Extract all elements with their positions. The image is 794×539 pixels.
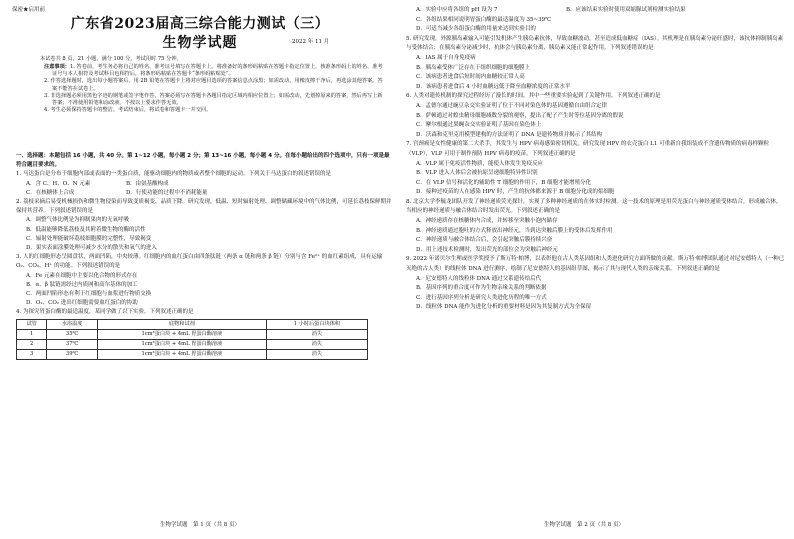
table-header: 底物和试剂 xyxy=(97,319,266,329)
option: D．沃森和克里克用模型建构的方法证明了 DNA 是遗传物质并揭示了其结构 xyxy=(416,131,603,138)
table-header-row xyxy=(17,319,368,329)
option: D．线粒体 DNA 能作为进化分析的重要材料是因为其复制方式为全保留 xyxy=(416,304,592,311)
option-row: C．在核糖体上合成 D．行使功能的过程中不消耗能量 xyxy=(26,189,208,196)
option: A．孟德尔通过豌豆杂交实验证明了位于不同对染色体的基因遵循自由组合定律 xyxy=(416,102,607,109)
section-heading: 一、选择题：本题包括 16 小题，共 40 分。第 1~12 小题，每小题 2 分；第 13~16 小题，每小题 4 分。在每小题给出的四个选项中，只有一项是最符合题目要求的。 xyxy=(16,153,390,169)
table-row xyxy=(17,329,368,339)
option: B．基因序列的重合度可作为生物亲缘关系的判断依据 xyxy=(416,285,547,292)
question-stem: 7. 宫颈癌是女性健康的第二大杀手，其发生与 HPV 病毒感染密切相关。研究发现 HPV 的衣壳蛋白 L1 可重新自我组装成不含遗传物质的病毒样颗粒（VLP），VLP 可用于制作预防 HPV 病毒的疫苗。下列叙述正确的是 xyxy=(406,141,770,157)
option: C．摩尔根通过果蝇杂交实验证明了基因在染色体上 xyxy=(416,122,542,129)
option: C．神经递质与融合体结合后，会引起突触后膜持续兴奋 xyxy=(416,237,553,244)
option: B．胰岛素受体广泛存在于组织细胞的细胞膜上 xyxy=(416,64,531,71)
exam-title: 广东省2023届高三综合能力测试（三） xyxy=(70,16,330,32)
table-cell: 2 xyxy=(17,340,47,350)
confidential-mark: 保密★启用前 xyxy=(12,7,46,13)
question-stem: 9. 2022 年诺贝尔生理或医学奖授予了斯万特·帕博，以表彰他在古人类基因组和人类进化研究方面所做的贡献。斯万特·帕博团队通过对尼安德特人（一种已灭绝的古人类）的线粒体 DNA 进行测序，绘制了尼安德特人的基因组草图，揭示了其与现代人类的亲缘关系。下列叙述正确的是 xyxy=(406,256,785,273)
option: A．Fe 元素在细胞中主要以化合物的形式存在 xyxy=(26,272,138,279)
exam-subject: 生物学试题 xyxy=(162,35,238,51)
option-row: A．含 C、H、O、N 元素 B．由氨基酸构成 xyxy=(26,180,169,187)
table-cell: 1cm³蛋白块 + 4mL 胃蛋白酶溶液 xyxy=(97,329,266,339)
option: B．萨顿通过对蝗虫精母细胞减数分裂的观察，提出了配子产生时等位基因分离的假说 xyxy=(416,112,624,119)
option: A．神经递质存在核糖体内合成，并转移至突触小泡内储存 xyxy=(416,218,558,225)
option: C．该病患者进食后短时间内血糖较正常人高 xyxy=(416,74,525,81)
notes-block xyxy=(16,64,386,114)
option: D．接种过疫苗的人在感染 HPV 时，产生的抗体都来源于 B 细胞分化成的浆细胞 xyxy=(416,189,615,196)
table-cell: 消失 xyxy=(266,350,367,360)
question-stem: 5. 研究发现，外源胰岛素输入可能引发机体产生胰岛素抗体，导致血糖波动，甚至造成低血糖症（IAS）。其机理是在胰岛素分泌旺盛时，该抗体抑制胰岛素与受体结合；在胰岛素分泌减少时，抗体会与胰岛素分离，胰岛素又能正常起作用。下列叙述错误的是 xyxy=(406,35,784,52)
note-item: 2. 作答选择题时，选出每小题答案后，用 2B 铅笔在答题卡上将对应题目选项的答案信息点涂黑；如需改动，用橡皮擦干净后，再选涂其他答案。答案不能答在试卷上。 xyxy=(44,78,383,92)
option: D．O₂、CO₂ 进出红细胞需要血红蛋白的协助 xyxy=(26,300,138,307)
notes-heading: 注意事项： xyxy=(44,64,70,70)
question-stem: 1. 马达蛋白是分布于细胞内部或表面的一类蛋白质，能驱动细胞内的物质或者整个细胞的运动。下列关于马达蛋白的叙述错误的是 xyxy=(16,171,332,178)
table-row xyxy=(17,350,368,360)
option: B．神经递质通过胞吐的方式释放出神经元，当到达突触后膜上的受体后发挥作用 xyxy=(416,227,613,234)
option: A．IAS 属于自身免疫病 xyxy=(416,54,476,61)
table-header: 1 小时后蛋白块体积 xyxy=(266,319,367,329)
table-cell: 消失 xyxy=(266,340,367,350)
table-header: 水浴温度 xyxy=(47,319,98,329)
option: D．该病患者进食后 4 小时血糖远低于降至血糖浓度的正常水平 xyxy=(416,83,571,90)
option: D．果实表面涂膜处理可减少水分的散失和氧气的进入 xyxy=(26,245,157,252)
page-footer: 生物学试题 第 1 页（共 8 页） xyxy=(160,522,240,528)
option: B．VLP 进入人体后会被抗原呈递细胞特异性识别 xyxy=(416,170,538,177)
table-cell: 37℃ xyxy=(47,340,98,350)
table-cell: 3 xyxy=(17,350,47,360)
note-item: 注意事项：1. 答卷前，考生务必将自己的姓名、准考证号填写在答题卡上。将准备好的条形码粘贴在答题卡指定位置上，核准条形码上的姓名、准考证号与本人相符及考试科目也相符后，将条形码粘贴在答题卡“条形码粘贴处”。 xyxy=(44,64,383,78)
question-stem: 6. 人类对遗传机制的探究过程经历了漫长的时间，其中一些重要实验起到了关键作用。下列叙述正确的是 xyxy=(406,93,661,100)
left-questions xyxy=(16,152,392,360)
exam-date: 2022 年 11 月 xyxy=(292,39,330,45)
option: C．各组结果相同说明胃蛋白酶的最适温度为 35~39℃ xyxy=(416,16,552,23)
table-row xyxy=(17,340,368,350)
table-cell: 消失 xyxy=(266,329,367,339)
table-cell: 1 xyxy=(17,329,47,339)
exam-intro: 本试卷共 8 页，21 小题，满分 100 分，考试用时 75 分钟。 xyxy=(40,56,182,62)
option: A．尼安德特人的线粒体 DNA 通过父系遗传给后代 xyxy=(416,275,542,282)
option: D．可适当减少各组蛋白酶的用量来达到实验目的 xyxy=(416,26,536,33)
option: C．进行基因序列分析是研究人类进化历程的唯一方式 xyxy=(416,294,547,301)
question-stem: 8. 北京大学李毓龙团队开发了神经递质荧光探针，实现了多种神经递质的在体实时检测。这一技术的原理是用荧光蛋白与神经递质受体结合，形成融合体，当相应的神经递质与融合体结合时发出荧光。下列叙述正确的是 xyxy=(406,198,782,215)
option: A．VLP 属于免疫活性物质，能使人体发生免疫反应 xyxy=(416,160,544,167)
option: C．两面凹陷形态有利于红细胞与血浆进行物质交换 xyxy=(26,291,152,298)
right-questions xyxy=(406,6,786,313)
table-cell: 1cm³蛋白块 + 4mL 胃蛋白酶溶液 xyxy=(97,350,266,360)
option: A．调整气体比例是为抑制果肉的无氧呼吸 xyxy=(26,217,129,224)
table-header: 试管 xyxy=(17,319,47,329)
table-cell: 39℃ xyxy=(47,350,98,360)
table-cell: 35℃ xyxy=(47,329,98,339)
question-stem: 2. 荔枝采摘后易受机械损伤和微生物侵染而导致变质褐变，品质下降。研究发现，低温、短时辐射处理、调整储藏环境中的气体比例，可延长荔枝保鲜期并保持其营养。下列叙述错误的是 xyxy=(16,199,392,215)
question-stem: 3. 人的红细胞形态呈圆盘状，两面凹陷，中央较薄。红细胞内的血红蛋白由四条肽链（两条 α 链和两条 β 链）分别与含 Fe²⁺ 的血红素组成，具有运输 O₂、CO₂、H⁺ 的功能。下列叙述错误的是 xyxy=(16,254,383,270)
page-footer: 生物学试题 第 2 页（共 8 页） xyxy=(544,522,624,528)
option: D．用上述技术检测时，发出荧光的部位会为突触后神经元 xyxy=(416,246,558,253)
note-item: 3. 非选择题必须用黑色字迹的钢笔或签字笔作答，答案必须写在答题卡各题目指定区域内相应位置上；如需改动，先划掉原来的答案，然后再写上新答案；不准使用铅笔和涂改液。不按以上要求作答无效。 xyxy=(44,92,383,107)
experiment-table xyxy=(16,319,368,361)
option: B．α、β 肽链需经过内质网和高尔基体的加工 xyxy=(26,281,138,288)
question-stem: 4. 为探究胃蛋白酶的最适温度，某同学做了以下实验。下列叙述正确的是 xyxy=(16,309,194,316)
note-item: 4. 考生必须保持答题卡的整洁。考试结束后，将试卷和答题卡一并交回。 xyxy=(44,107,212,114)
option-row: A．实验中应将各组的 pH 设为 7 B．应该结束实验时使用双缩脲试剂检测实验结果 xyxy=(416,7,686,13)
table-cell: 1cm³蛋白块 + 4mL 胃蛋白酶溶液 xyxy=(97,340,266,350)
option: C．在 VLP 信号和活化的辅助性 T 细胞的作用下，B 细胞才能增殖分化 xyxy=(416,179,591,186)
option: C．辐射处理能破坏荔枝细胞膜的完整性，导致褐变 xyxy=(26,235,152,242)
right-page xyxy=(404,0,794,539)
option: B．低温能够降低荔枝及其附着微生物的酶的活性 xyxy=(26,226,146,233)
